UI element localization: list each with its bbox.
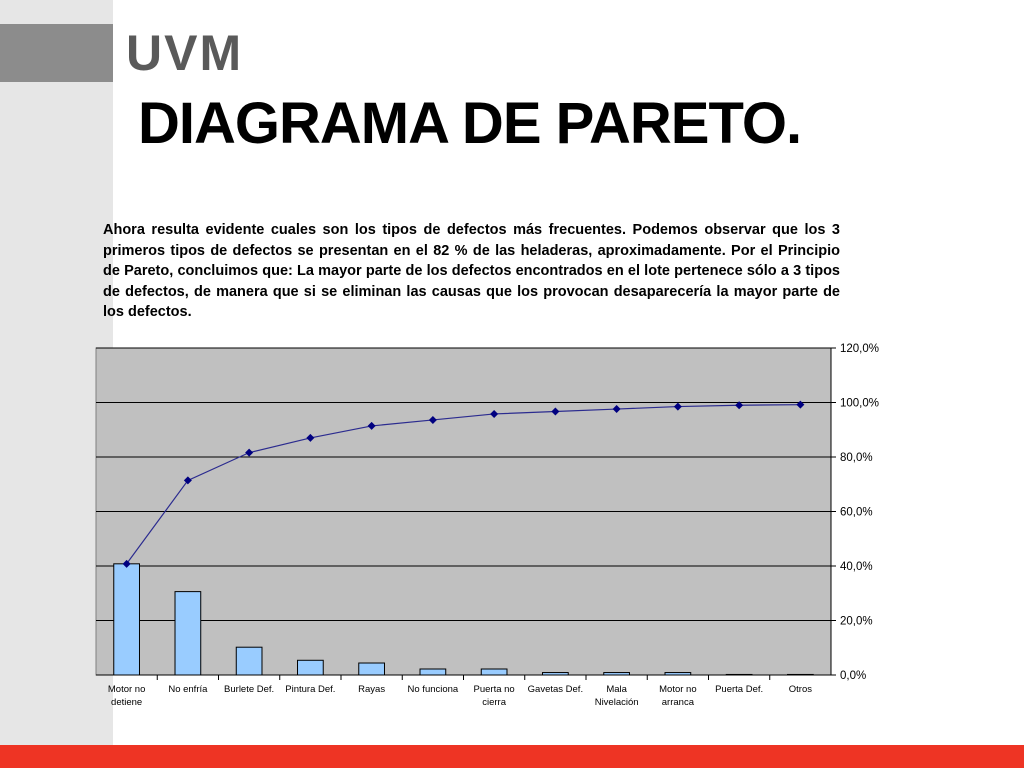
x-tick-label: No funciona	[407, 684, 459, 695]
y-tick-label: 0,0%	[840, 670, 867, 682]
x-tick-label: Motor no detiene	[107, 684, 146, 708]
x-tick-label: Pintura Def.	[285, 684, 336, 695]
y-tick-label: 60,0%	[840, 506, 873, 519]
bar	[114, 564, 140, 675]
x-tick-label: Gavetas Def.	[527, 684, 584, 695]
bar	[175, 592, 201, 675]
bottom-accent-bar	[0, 745, 1024, 768]
bar	[481, 669, 507, 675]
bar	[420, 669, 446, 675]
y-tick-label: 120,0%	[840, 343, 880, 355]
y-tick-label: 40,0%	[840, 561, 873, 573]
slide-body-text: Ahora resulta evidente cuales son los tipos de defectos más frecuentes. Podemos observar que los 3 primeros tipos de defectos se presentan en el 82 % de las heladeras, aproximadamente. Por el Principio de Pareto, concluimos que: La mayor parte de los defectos encontrados en el lote pertenece sólo a 3 tipos de defectos, de manera que si se eliminan las causas que los provocan desaparecería la mayor parte de los defectos.	[103, 222, 840, 320]
x-tick-label: Motor no arranca	[659, 684, 697, 708]
bar	[236, 647, 262, 675]
x-tick-label: Burlete Def.	[224, 684, 275, 695]
bar	[298, 660, 324, 675]
x-tick-label: Otros	[788, 684, 812, 695]
uvm-logo: UVM	[126, 25, 244, 81]
y-tick-label: 80,0%	[840, 452, 873, 464]
y-tick-label: 20,0%	[840, 615, 873, 628]
x-tick-label: Puerta no cierra	[473, 684, 515, 708]
pareto-chart	[88, 336, 928, 716]
bar	[359, 663, 385, 675]
logo-bar	[0, 24, 113, 82]
x-tick-label: No enfría	[168, 684, 208, 695]
x-tick-label: Mala Nivelación	[594, 684, 639, 708]
x-tick-label: Rayas	[358, 684, 386, 695]
y-tick-label: 100,0%	[840, 397, 880, 410]
slide-title: DIAGRAMA DE PARETO.	[138, 91, 802, 156]
x-tick-label: Puerta Def.	[715, 684, 764, 695]
